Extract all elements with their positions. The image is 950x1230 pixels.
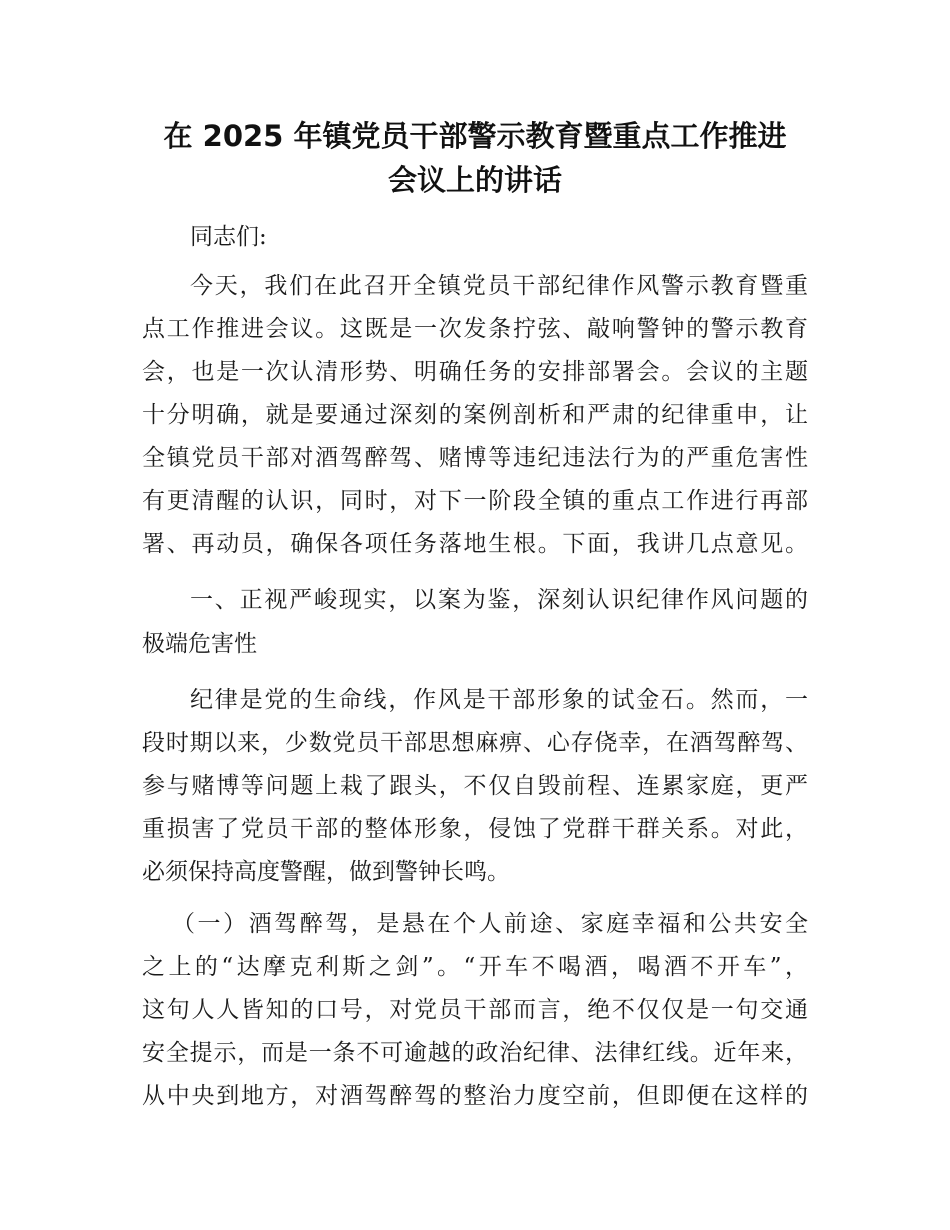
paragraph-2-line-1: 纪律是党的生命线，作风是干部形象的试金石。然而，一 (190, 687, 808, 713)
heading-1-line-2: 极端危害性 (142, 631, 257, 657)
heading-1-line-1: 一、正视严峻现实，以案为鉴，深刻认识纪律作风问题的 (190, 587, 808, 613)
paragraph-3-line-1: （一）酒驾醉驾，是悬在个人前途、家庭幸福和公共安全 (172, 911, 808, 937)
paragraph-3-line-4: 安全提示，而是一条不可逾越的政治纪律、法律红线。近年来， (142, 1040, 808, 1066)
paragraph-3-line-2: 之上的“达摩克利斯之剑”。“开车不喝酒，喝酒不开车”， (142, 954, 808, 980)
paragraph-1-line-7: 署、再动员，确保各项任务落地生根。下面，我讲几点意见。 (142, 531, 808, 557)
paragraph-1-line-4: 十分明确，就是要通过深刻的案例剖析和严肃的纪律重申，让 (142, 402, 808, 428)
paragraph-1-line-2: 点工作推进会议。这既是一次发条拧弦、敲响警钟的警示教育 (142, 316, 808, 342)
paragraph-3-line-3: 这句人人皆知的口号，对党员干部而言，绝不仅仅是一句交通 (142, 997, 808, 1023)
paragraph-2-line-5: 必须保持高度警醒，做到警钟长鸣。 (142, 859, 510, 885)
paragraph-2-line-4: 重损害了党员干部的整体形象，侵蚀了党群干群关系。对此， (142, 816, 808, 842)
document-title-line-1: 在 2025 年镇党员干部警示教育暨重点工作推进 (163, 119, 787, 153)
paragraph-2-line-3: 参与赌博等问题上栽了跟头，不仅自毁前程、连累家庭，更严 (142, 773, 808, 799)
paragraph-1-line-6: 有更清醒的认识，同时，对下一阶段全镇的重点工作进行再部 (142, 488, 808, 514)
paragraph-2-line-2: 段时期以来，少数党员干部思想麻痹、心存侥幸，在酒驾醉驾、 (142, 730, 808, 756)
salutation: 同志们: (190, 224, 267, 250)
paragraph-1-line-5: 全镇党员干部对酒驾醉驾、赌博等违纪违法行为的严重危害性 (142, 445, 808, 471)
document-title-line-2: 会议上的讲话 (387, 163, 562, 197)
paragraph-1-line-1: 今天，我们在此召开全镇党员干部纪律作风警示教育暨重 (190, 273, 808, 299)
paragraph-1-line-3: 会，也是一次认清形势、明确任务的安排部署会。会议的主题 (142, 359, 808, 385)
paragraph-3-line-5: 从中央到地方，对酒驾醉驾的整治力度空前，但即便在这样的 (142, 1083, 808, 1109)
